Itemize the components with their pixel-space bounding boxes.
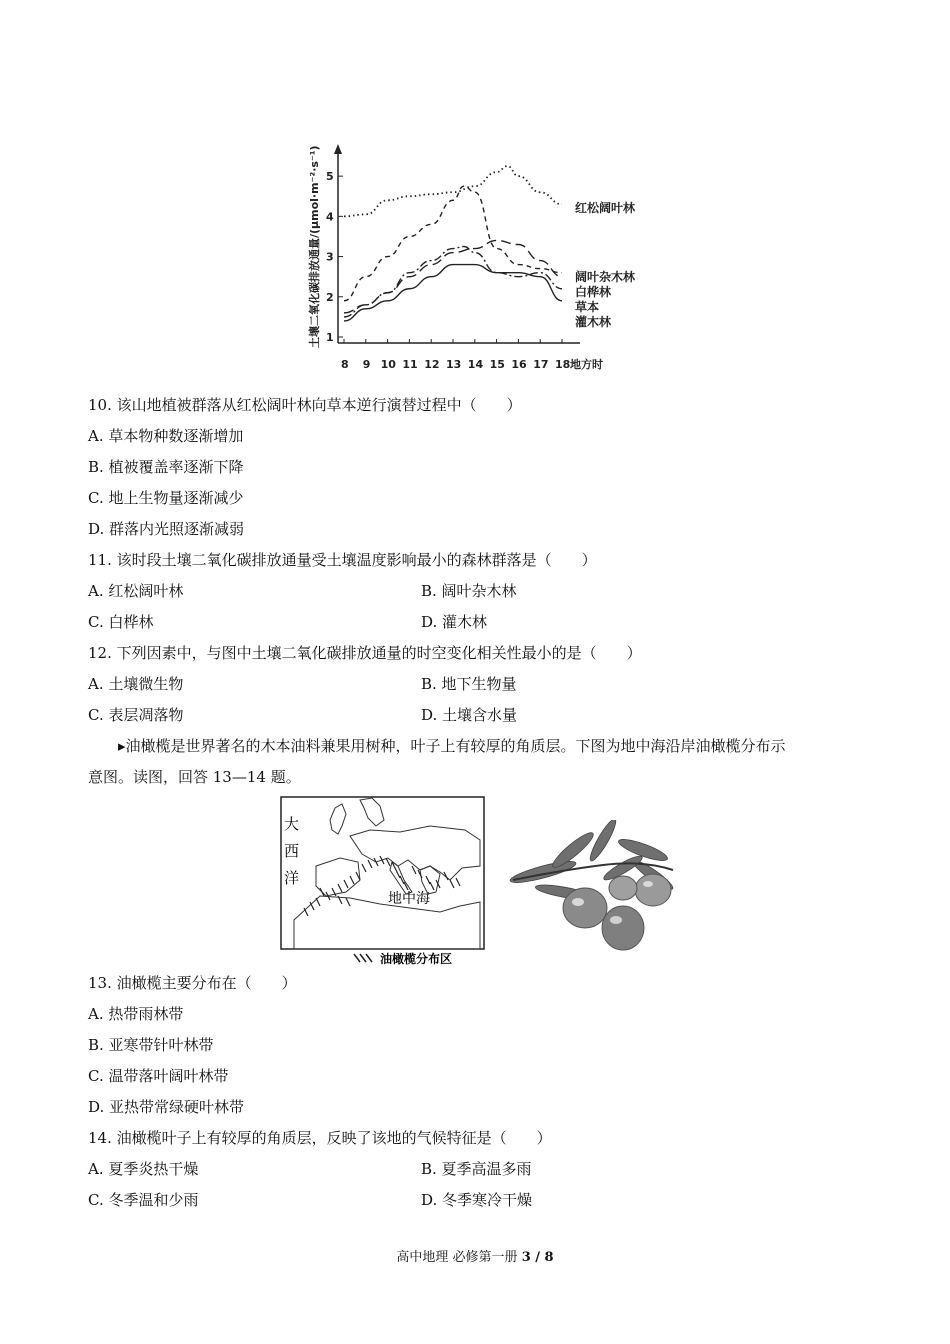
olive-intro-paragraph [88,731,868,793]
y-axis-label: 土壤二氧化碳排放通量/(μmol·m⁻²·s⁻¹) [308,145,321,348]
legend-label-baihua: 白桦林 [575,285,612,299]
x-tick-label: 12 [424,358,440,371]
x-tick-label: 10 [380,358,396,371]
x-tick-label: 13 [446,358,462,371]
x-tick-label: 8 [341,358,349,371]
intro-line-2: 意图。读图，回答 13—14 题。 [88,768,301,786]
co2-flux-line-chart [300,118,660,380]
y-tick-label: 3 [326,250,334,264]
q10-option-b: B. 植被覆盖率逐渐下降 [88,458,244,476]
legend-hatch-icon [354,954,372,962]
q13-option-d: D. 亚热带常绿硬叶林带 [88,1098,245,1116]
map-legend-label: 油橄榄分布区 [380,952,453,966]
map-label-xi: 西 [284,842,300,860]
y-tick-label: 2 [326,290,334,304]
olive-branch-illustration [503,820,688,960]
y-tick-label: 4 [326,210,334,224]
map-label-yang: 洋 [284,869,300,887]
q10-option-c: C. 地上生物量逐渐减少 [88,489,244,507]
map-label-mediterranean: 地中海 [388,891,430,907]
intro-marker: ▸ [118,737,126,755]
q14-option-b: B. 夏季高温多雨 [421,1160,532,1178]
q13-option-b: B. 亚寒带针叶林带 [88,1036,214,1054]
x-tick-label: 9 [362,358,371,371]
x-tick-label: 17 [533,358,549,371]
q11-option-d: D. 灌木林 [421,613,488,631]
series-line-3 [344,247,562,317]
legend-label-hongsong: 红松阔叶林 [575,201,636,215]
legend-label-kuoye: 阔叶杂木林 [575,270,636,284]
q11-stem: 11. 该时段土壤二氧化碳排放通量受土壤温度影响最小的森林群落是（ ） [88,551,597,569]
q13-stem: 13. 油橄榄主要分布在（ ） [88,974,297,992]
q12-stem: 12. 下列因素中，与图中土壤二氧化碳排放通量的时空变化相关性最小的是（ ） [88,644,642,662]
series-line-2 [344,240,562,312]
q12-option-c: C. 表层凋落物 [88,706,184,724]
q10-stem: 10. 该山地植被群落从红松阔叶林向草本逆行演替过程中（ ） [88,396,522,414]
q12-option-d: D. 土壤含水量 [421,706,518,724]
map-frame [281,797,484,949]
series-lines [344,166,562,321]
legend-label-guanmu: 灌木林 [575,315,612,329]
x-tick-label: 14 [467,358,484,371]
q14-option-a: A. 夏季炎热干燥 [88,1160,199,1178]
series-line-0 [344,166,562,216]
x-tick-label: 18 [555,358,571,371]
map-label-da: 大 [284,815,300,833]
intro-line-1: 油橄榄是世界著名的木本油料兼果用树种，叶子上有较厚的角质层。下图为地中海沿岸油橄榄分布示 [125,737,786,755]
page-footer [0,1246,950,1265]
x-tick-label: 15 [489,358,505,371]
y-axis-title [307,145,321,348]
y-tick-label: 1 [326,331,334,344]
q11-option-c: C. 白桦林 [88,613,154,631]
x-tick-label: 11 [402,358,418,371]
q11-option-b: B. 阔叶杂木林 [421,582,517,600]
series-line-4 [344,265,562,321]
q13-option-a: A. 热带雨林带 [88,1005,184,1023]
x-axis-label: 地方时 [570,358,603,371]
y-tick-label: 5 [326,170,334,184]
y-axis-arrow [334,144,342,154]
q10-option-a: A. 草本物种数逐渐增加 [88,427,244,445]
q10-option-d: D. 群落内光照逐渐减弱 [88,520,245,538]
q14-option-c: C. 冬季温和少雨 [88,1191,199,1209]
q14-stem: 14. 油橄榄叶子上有较厚的角质层，反映了该地的气候特征是（ ） [88,1129,552,1147]
x-tick-label: 16 [511,358,527,371]
x-ticks [341,339,570,371]
legend-label-caoben: 草本 [575,300,600,314]
series-line-1 [344,186,562,301]
footer-page-number: 3 / 8 [521,1250,554,1265]
q12-option-a: A. 土壤微生物 [88,675,184,693]
q14-option-d: D. 冬季寒冷干燥 [421,1191,533,1209]
y-ticks [326,170,343,344]
q13-option-c: C. 温带落叶阔叶林带 [88,1067,229,1085]
mediterranean-olive-map [280,796,486,968]
q11-option-a: A. 红松阔叶林 [88,582,184,600]
olive-fruits [563,874,671,950]
footer-title: 高中地理 必修第一册 [396,1250,522,1265]
q12-option-b: B. 地下生物量 [421,675,517,693]
